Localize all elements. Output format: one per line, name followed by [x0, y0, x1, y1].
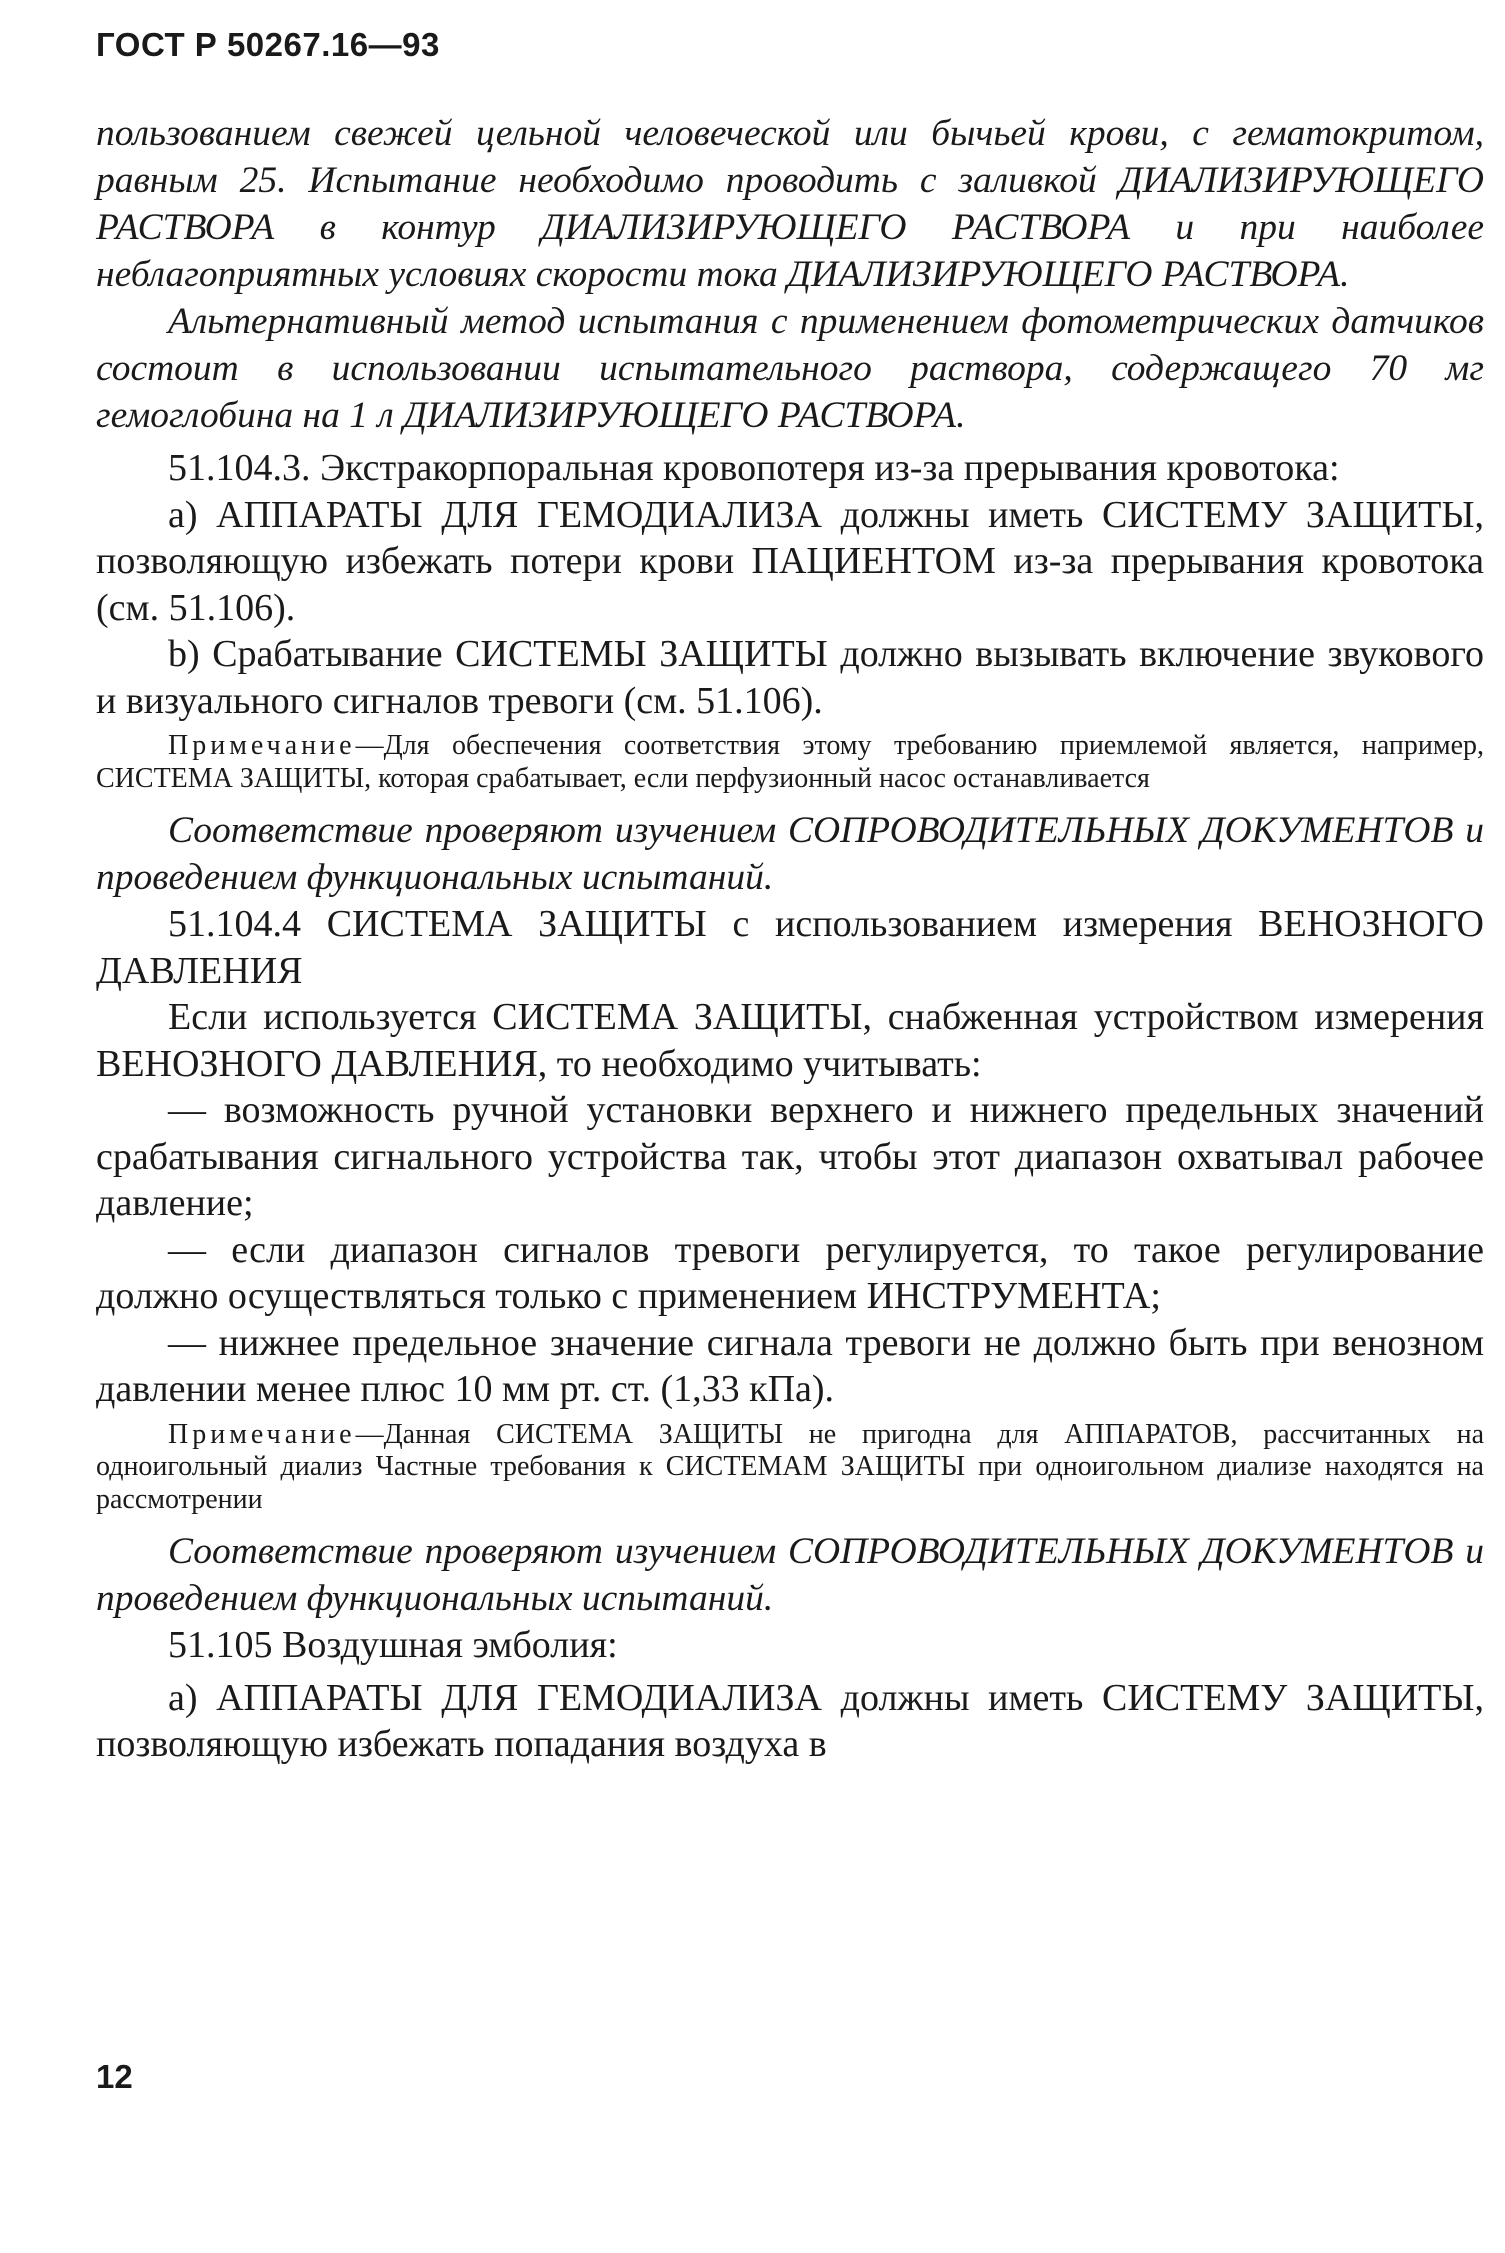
paragraph-51-105-heading: 51.105 Воздушная эмболия: — [168, 1624, 618, 1666]
paragraph-51-104-3-heading: 51.104.3. Экстракорпоральная кровопотеря из-за прерывания кровотока: — [168, 447, 1340, 489]
note-2 — [96, 1419, 1484, 1517]
document-body — [96, 110, 1484, 1768]
list-item-lower-limit: — нижнее предельное значение сигнала тревоги не должно быть при венозном давлении менее плюс 10 мм рт. ст. (1,33 кПа). — [96, 1321, 1484, 1410]
paragraph-compliance-2: Соответствие проверяют изучением СОПРОВОДИТЕЛЬНЫХ ДОКУМЕНТОВ и проведением функциональных испытаний. — [96, 1531, 1484, 1619]
page-number: 12 — [96, 2058, 133, 2095]
paragraph-51-104-3-a: а) АППАРАТЫ ДЛЯ ГЕМОДИАЛИЗА должны иметь СИСТЕМУ ЗАЩИТЫ, позволяющую избежать потери крови ПАЦИЕНТОМ из-за прерывания кровотока (см. 51.106). — [96, 493, 1484, 629]
list-item-instrument-adjust: — если диапазон сигналов тревоги регулируется, то такое регулирование должно осуществляться только с применением ИНСТРУМЕНТА; — [96, 1228, 1484, 1317]
note-1-label: Примечание — [168, 730, 356, 761]
paragraph-51-104-4-heading: 51.104.4 СИСТЕМА ЗАЩИТЫ с использованием измерения ВЕНОЗНОГО ДАВЛЕНИЯ — [96, 903, 1484, 992]
list-item-manual-limits: — возможность ручной установки верхнего и нижнего предельных значений срабатывания сигнального устройства так, чтобы этот диапазон охватывал рабочее давление; — [96, 1089, 1484, 1224]
paragraph-51-105-a: а) АППАРАТЫ ДЛЯ ГЕМОДИАЛИЗА должны иметь СИСТЕМУ ЗАЩИТЫ, позволяющую избежать попадания воздуха в — [96, 1676, 1484, 1765]
paragraph-51-104-3-b: b) Срабатывание СИСТЕМЫ ЗАЩИТЫ должно вызывать включение звукового и визуального сигналов тревоги (см. 51.106). — [96, 633, 1484, 722]
note-2-label: Примечание — [168, 1418, 356, 1450]
note-1 — [96, 730, 1484, 795]
paragraph-test-blood: пользованием свежей цельной человеческой или бычьей крови, с гематокритом, равным 25. Испытание необходимо проводить с заливкой ДИАЛИЗИРУЮЩЕГО РАСТВОРА в контур ДИАЛИЗИРУЮЩЕГО РАСТВОРА и при наиболее неблагоприятных условиях скорости тока ДИАЛИЗИРУЮЩЕГО РАСТВОРА. — [96, 113, 1484, 295]
paragraph-51-104-4-intro: Если используется СИСТЕМА ЗАЩИТЫ, снабженная устройством измерения ВЕНОЗНОГО ДАВЛЕНИЯ, то необходимо учитывать: — [96, 996, 1484, 1085]
document-header: ГОСТ Р 50267.16—93 — [96, 26, 440, 63]
paragraph-alternative-method: Альтернативный метод испытания с применением фотометрических датчиков состоит в использовании испытательного раствора, содержащего 70 мг гемоглобина на 1 л ДИАЛИЗИРУЮЩЕГО РАСТВОРА. — [96, 301, 1484, 436]
note-1-text: —Для обеспечения соответствия этому требованию приемлемой является, например, СИСТЕМА ЗАЩИТЫ, которая срабатывает, если перфузионный насос останавливается — [96, 730, 1484, 794]
note-2-text: —Данная СИСТЕМА ЗАЩИТЫ не пригодна для АППАРАТОВ, рассчитанных на одноигольный диализ Частные требования к СИСТЕМАМ ЗАЩИТЫ при одноигольном диализе находятся на рассмотрении — [96, 1418, 1484, 1515]
paragraph-compliance-1: Соответствие проверяют изучением СОПРОВОДИТЕЛЬНЫХ ДОКУМЕНТОВ и проведением функциональных испытаний. — [96, 810, 1484, 898]
